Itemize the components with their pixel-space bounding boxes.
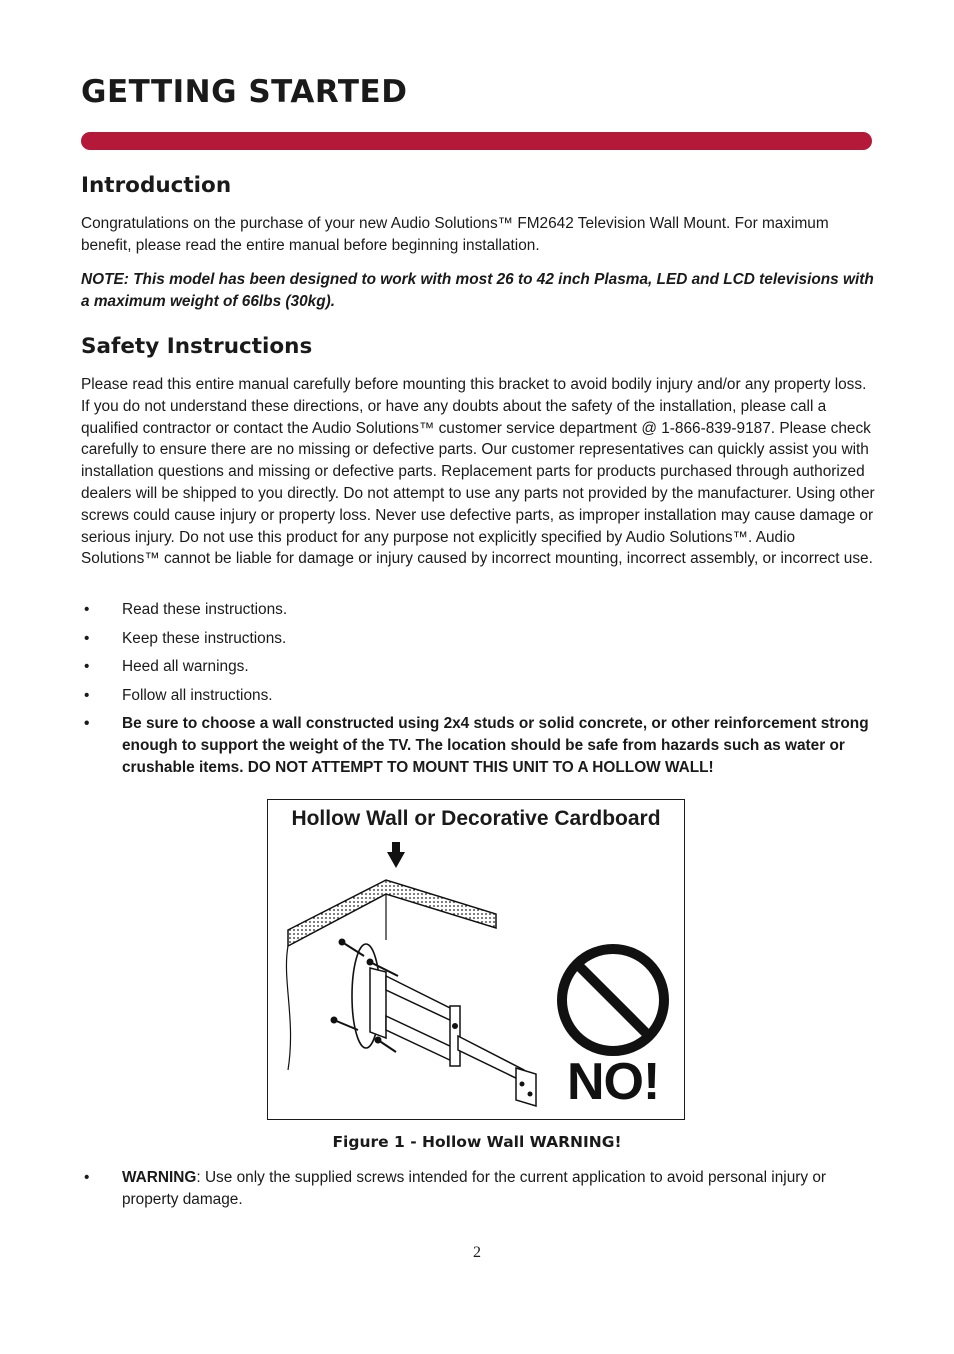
figure-header: Hollow Wall or Decorative Cardboard [291,807,661,830]
list-item-text: Follow all instructions. [122,687,273,704]
hollow-wall-figure [267,799,685,1120]
list-item [81,628,876,650]
cardboard-wall-shape [288,880,496,946]
down-arrow-icon [387,842,405,868]
warning-label: WARNING [122,1169,197,1186]
bullet-marker: • [84,1169,90,1186]
safety-body: Please read this entire manual carefully before mounting this bracket to avoid bodily injury and/or any property loss. If you do not understand these directions, or have any doubts about the safety of the installation, please call a qualified contractor or contact the Audio Solutions™ customer service department @ 1-866-839-9187. Please check carefully to ensure there are no missing or defective parts. Our customer representatives can quickly assist you with installation questions and missing or defective parts. Replacement parts for products purchased through authorized dealers will be shipped to you directly. Do not attempt to use any parts not provided by the manufacturer. Using other screws could cause injury or property loss. Never use defective parts, as improper installation may cause damage or serious injury. Do not use this product for any purpose not explicitly specified by Audio Solutions™. Audio Solutions™ cannot be liable for damage or injury caused by incorrect mounting, incorrect assembly, or incorrect use. [81,376,875,568]
introduction-body: Congratulations on the purchase of your new Audio Solutions™ FM2642 Television Wall Mount. For maximum benefit, please read the entire manual before beginning installation. [81,215,829,254]
list-item [81,685,876,707]
prohibition-icon [562,949,664,1051]
bullet-marker: • [84,658,90,675]
list-item [81,599,876,621]
bullet-marker: • [84,687,90,704]
list-item-text: Read these instructions. [122,601,288,618]
page-title: GETTING STARTED [81,74,408,110]
no-label: NO! [567,1053,660,1111]
list-item-text: Keep these instructions. [122,630,287,647]
bullet-marker: • [84,601,90,618]
introduction-note: NOTE: This model has been designed to work with most 26 to 42 inch Plasma, LED and LCD televisions with a maximum weight of 66lbs (30kg). [81,271,874,310]
list-item-warning [81,1167,876,1211]
introduction-heading: Introduction [81,173,232,198]
title-divider-bar [81,132,872,150]
list-item-text: Be sure to choose a wall constructed using 2x4 studs or solid concrete, or other reinforcement strong enough to support the weight of the TV. The location should be safe from hazards such as water or crushable items. DO NOT ATTEMPT TO MOUNT THIS UNIT TO A HOLLOW WALL! [122,715,869,776]
warning-body: : Use only the supplied screws intended for the current application to avoid personal injury or property damage. [122,1169,827,1208]
list-item-hollow-wall-warning [81,713,876,778]
list-item-text: Heed all warnings. [122,658,249,675]
safety-heading: Safety Instructions [81,334,313,359]
page-number: 2 [473,1244,481,1261]
bullet-marker: • [84,630,90,647]
warning-text [122,1167,876,1211]
bullet-marker: • [84,715,90,732]
figure-caption: Figure 1 - Hollow Wall WARNING! [332,1133,622,1151]
articulating-arm-shape [370,968,536,1106]
list-item [81,656,876,678]
